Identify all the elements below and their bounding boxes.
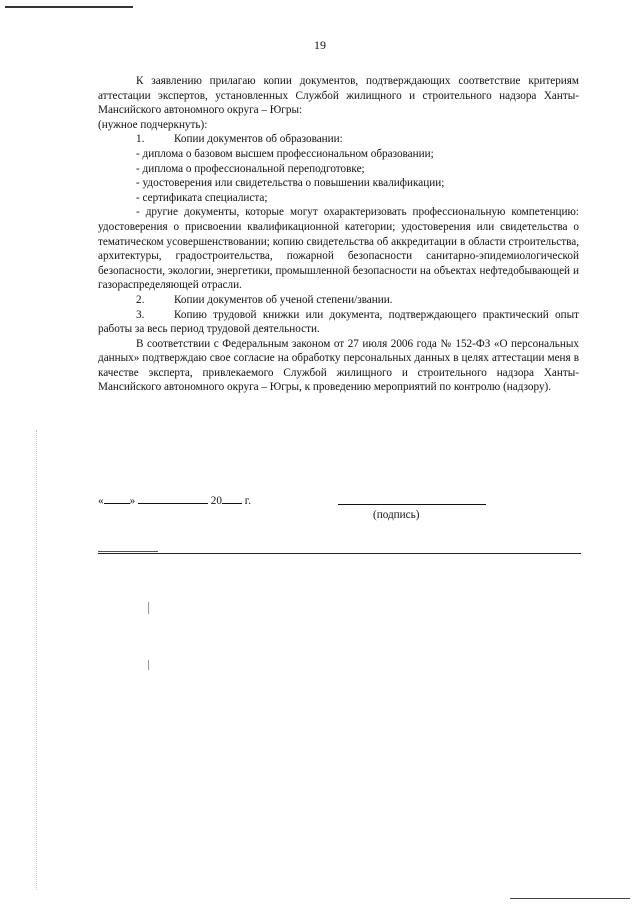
signature-caption: (подпись)	[373, 509, 420, 521]
month-blank	[138, 492, 208, 504]
intro-paragraph: К заявлению прилагаю копии документов, подтверждающих соответствие критериям аттестации экспертов, установленных Службой жилищного и строительного надзора Ханты-Мансийского автономного округа – Югры:	[98, 75, 579, 117]
sub-item-other-documents: - другие документы, которые могут охарактеризовать профессиональную компетенцию: удостоверения о присвоении квалификационной категории; удостоверения или свидетельства о тематическом усовершенствовании; копию свидетельства об аккредитации в области строительства, архитектуры, градостроительства, пожарной безопасности санитарно-эпидемиологической безопасности, экологии, энергетики, промышленной безопасности на объектах нефтедобывающей и газораспределяющей отрасли.	[98, 206, 579, 292]
sub-item-diploma-retraining: - диплома о профессиональной переподготовке;	[136, 162, 365, 175]
item-2-text: Копии документов об ученой степени/звании.	[174, 293, 393, 306]
day-blank	[104, 492, 130, 504]
item-3	[98, 308, 579, 337]
date-field	[98, 492, 251, 507]
year-suffix: г.	[244, 495, 251, 507]
signature-block	[98, 492, 579, 532]
year-blank	[222, 492, 242, 504]
sub-item-specialist-certificate: - сертификата специалиста;	[136, 191, 268, 204]
item-1-number: 1.	[136, 133, 145, 146]
corner-scan-rule	[510, 898, 630, 899]
date-close-quote: »	[129, 495, 136, 507]
footer-rule	[98, 553, 581, 554]
item-2-number: 2.	[136, 293, 145, 306]
item-3-number: 3.	[136, 308, 145, 321]
item-2	[98, 293, 579, 308]
page-number: 19	[314, 38, 326, 52]
year-prefix: 20	[210, 495, 222, 507]
left-margin-binding-marks	[36, 430, 38, 890]
top-scan-rule	[5, 6, 133, 8]
document-body	[98, 74, 579, 395]
date-open-quote: «	[98, 495, 104, 507]
footer-rule-accent	[98, 551, 158, 552]
item-1-text: Копии документов об образовании:	[174, 133, 343, 146]
sub-item-diploma-higher: - диплома о базовом высшем профессиональном образовании;	[136, 147, 434, 160]
scan-mark	[148, 660, 149, 670]
scan-mark	[148, 602, 149, 614]
underline-note: (нужное подчеркнуть):	[98, 118, 208, 131]
item-3-text: Копию трудовой книжки или документа, подтверждающего практический опыт работы за весь период трудовой деятельности.	[98, 308, 579, 336]
signature-line	[338, 504, 486, 505]
consent-paragraph: В соответствии с Федеральным законом от 27 июля 2006 года № 152-ФЗ «О персональных данных» подтверждаю свое согласие на обработку персональных данных в целях аттестации меня в качестве эксперта, привлекаемого Службой жилищного и строительного надзора Ханты-Мансийского автономного округа – Югры, к проведению мероприятий по контролю (надзору).	[98, 337, 579, 394]
item-1	[98, 132, 579, 147]
sub-item-certificate-qualification: - удостоверения или свидетельства о повышении квалификации;	[136, 177, 445, 190]
